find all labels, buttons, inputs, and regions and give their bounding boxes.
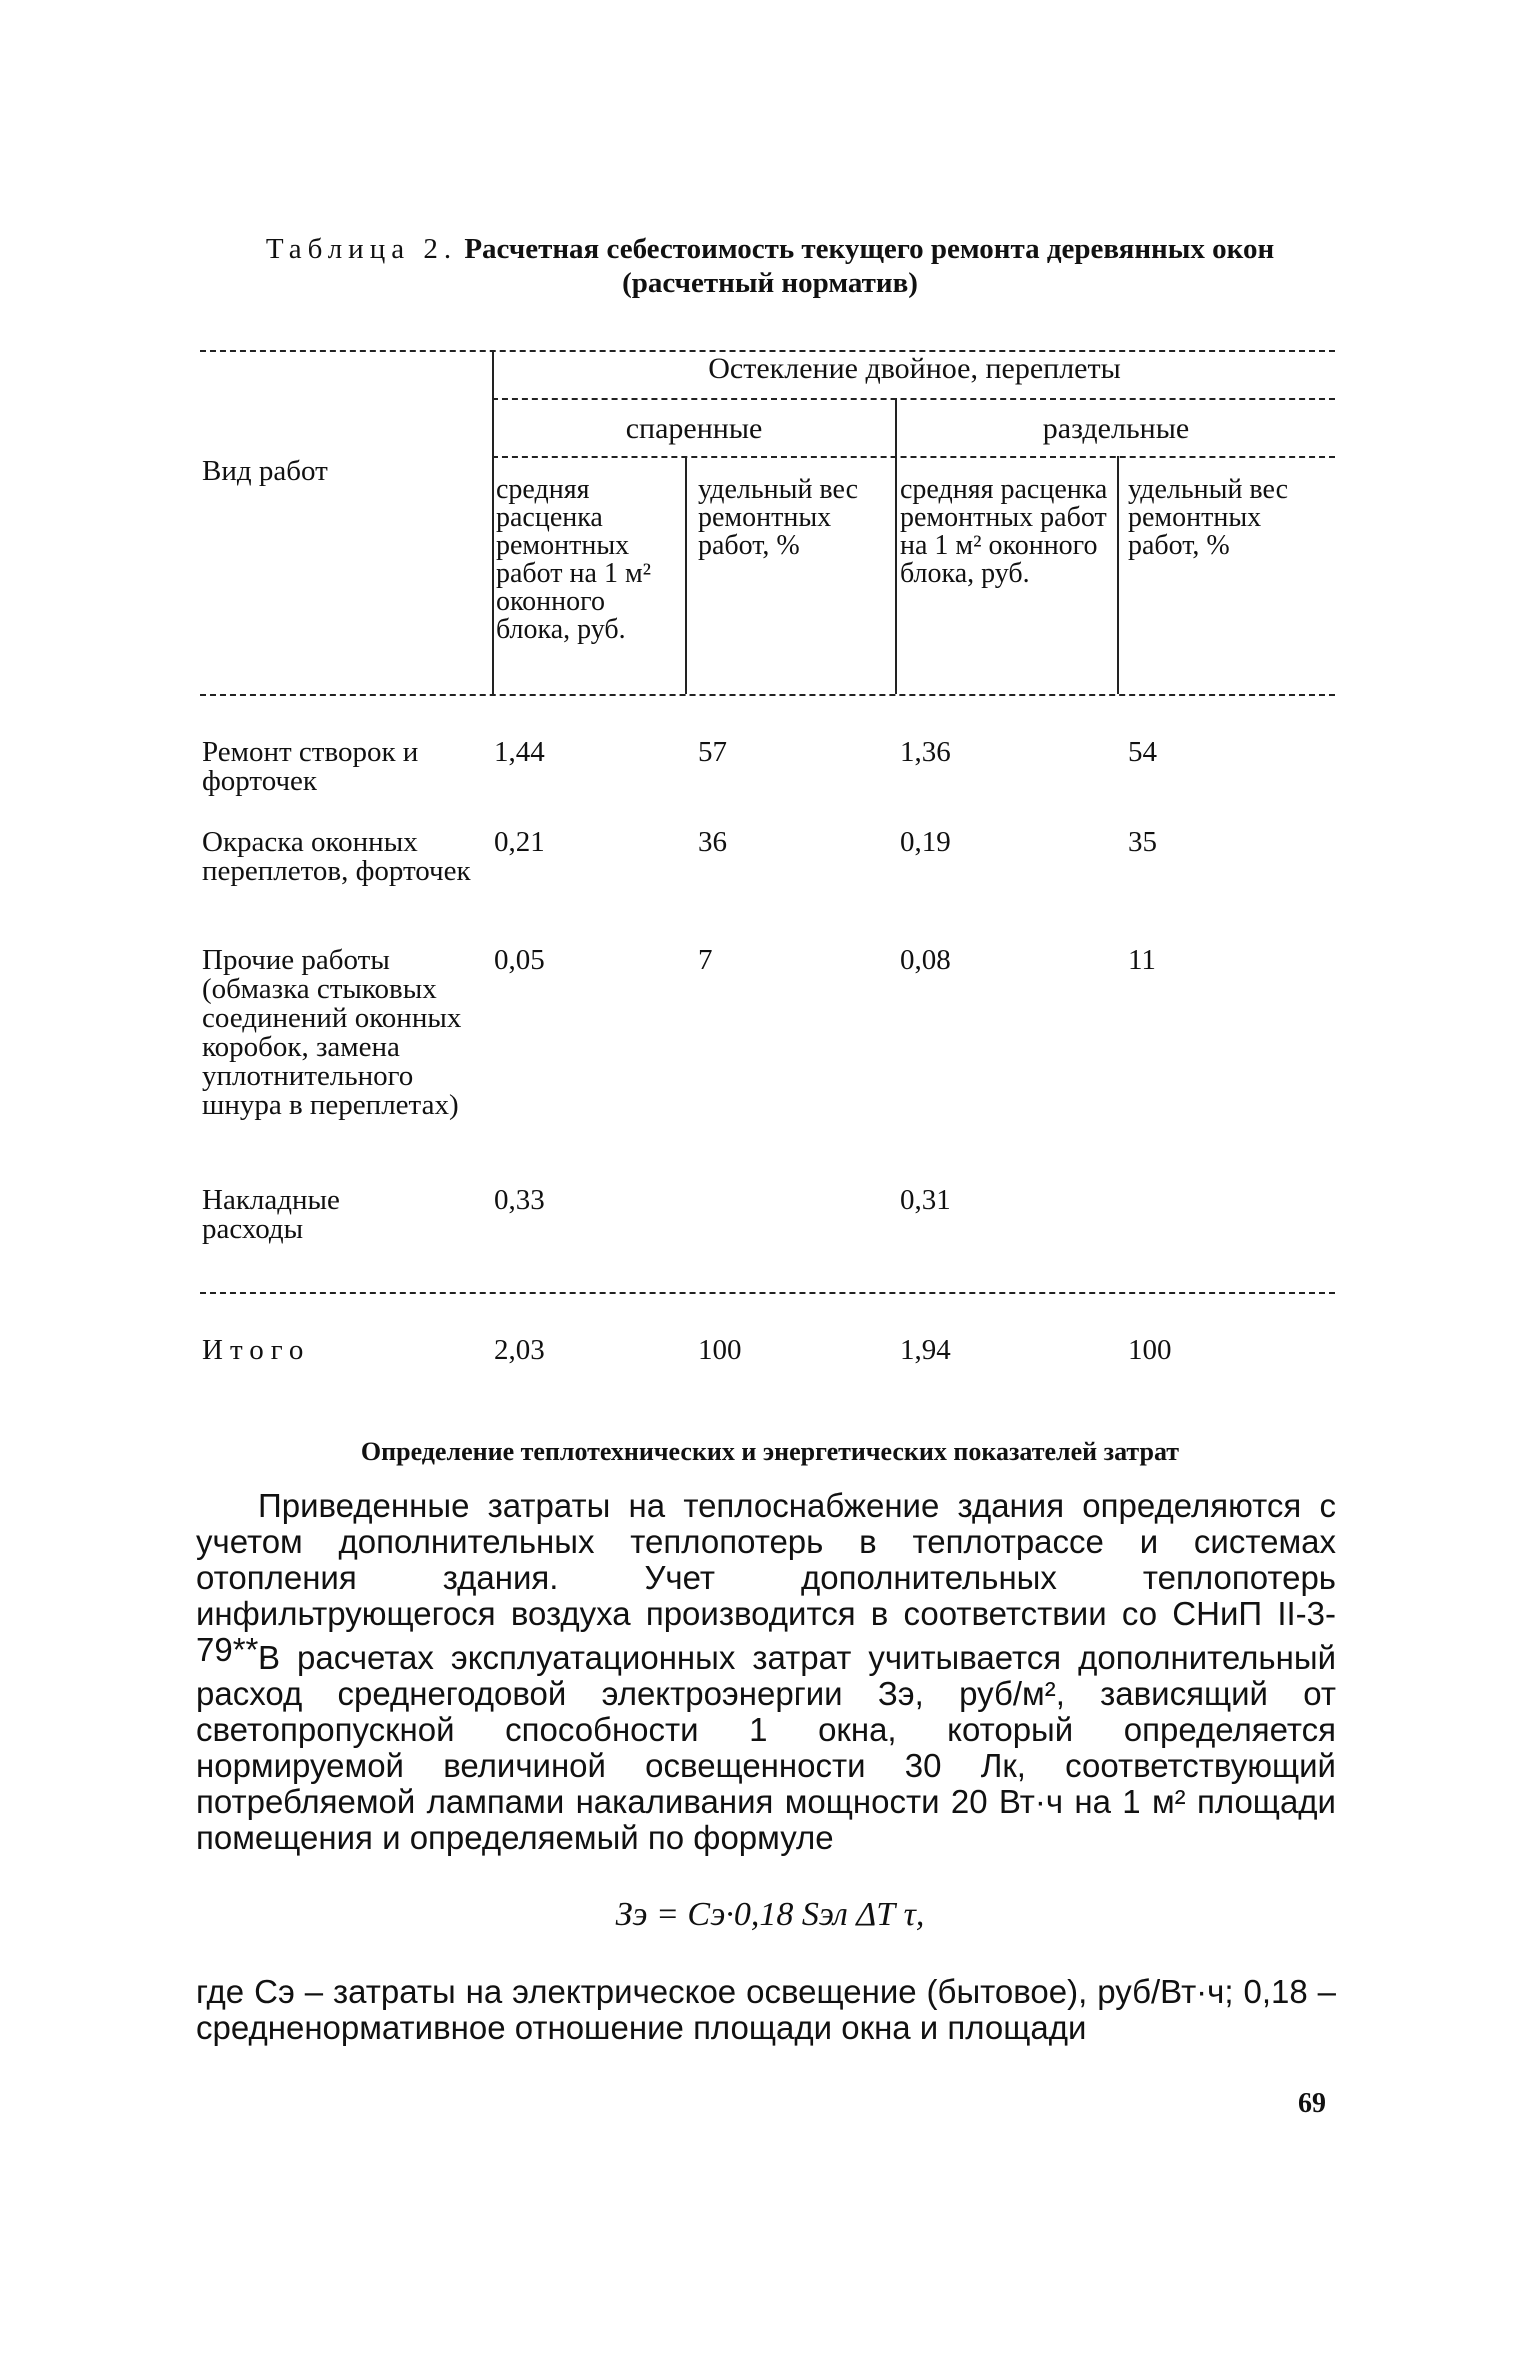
row-3-value-4: 11 bbox=[1128, 944, 1156, 976]
vline-col2 bbox=[685, 456, 687, 694]
header-bottom-rule bbox=[200, 694, 1335, 696]
row-4-value-1: 0,33 bbox=[494, 1184, 545, 1216]
row-1-label: Ремонт створок и форточек bbox=[202, 736, 419, 797]
row-2-value-4: 35 bbox=[1128, 826, 1157, 858]
row-4-value-3: 0,31 bbox=[900, 1184, 951, 1216]
paragraph-1: Приведенные затраты на теплоснабжение здания определяются с учетом дополнительных теплопотерь в теплотрассе и системах отопления здания. Учет дополнительных теплопотерь инфильтрующегося воздуха производится в соответствии со СНиП II-3-79**. bbox=[196, 1487, 1336, 1668]
row-2-value-3: 0,19 bbox=[900, 826, 951, 858]
sub-header-paired: спаренные bbox=[625, 412, 763, 445]
total-value-2: 100 bbox=[698, 1334, 742, 1366]
row-1-value-2: 57 bbox=[698, 736, 727, 768]
sub-header-separate: раздельные bbox=[1042, 412, 1190, 445]
row-1-value-3: 1,36 bbox=[900, 736, 951, 768]
row-3-label: Прочие работы (обмазка стыковых соединений оконных коробок, замена уплотнительного шнура в переплетах) bbox=[202, 944, 462, 1121]
row-1-value-4: 54 bbox=[1128, 736, 1157, 768]
col-header-3: средняя расценка ремонтных работ на 1 м² оконного блока, руб. bbox=[900, 474, 1108, 589]
row-2-value-2: 36 bbox=[698, 826, 727, 858]
paragraph-3: где Сэ – затраты на электрическое освещение (бытовое), руб/Вт·ч; 0,18 – средненормативное отношение площади окна и площади bbox=[196, 1973, 1336, 2046]
total-label: Итого bbox=[202, 1334, 311, 1366]
total-rule bbox=[200, 1292, 1335, 1294]
row-2-label: Окраска оконных переплетов, форточек bbox=[202, 826, 471, 887]
section-title: Определение теплотехнических и энергетических показателей затрат bbox=[360, 1437, 1180, 1466]
formula: Зэ = Сэ·0,18 Sэл ΔТ τ, bbox=[615, 1896, 925, 1933]
table-caption-lead: Таблица 2. bbox=[265, 233, 458, 265]
row-3-value-1: 0,05 bbox=[494, 944, 545, 976]
row-3-value-3: 0,08 bbox=[900, 944, 951, 976]
vline-work bbox=[492, 350, 494, 694]
row-4-label: Накладные расходы bbox=[202, 1184, 340, 1245]
group-rule bbox=[492, 398, 1335, 400]
vline-col4 bbox=[1117, 456, 1119, 694]
row-1-value-1: 1,44 bbox=[494, 736, 545, 768]
group-header: Остекление двойное, переплеты bbox=[708, 352, 1121, 385]
total-value-4: 100 bbox=[1128, 1334, 1172, 1366]
table-caption bbox=[200, 232, 1340, 300]
total-value-1: 2,03 bbox=[494, 1334, 545, 1366]
row-2-value-1: 0,21 bbox=[494, 826, 545, 858]
col-header-4: удельный вес ремонтных работ, % bbox=[1128, 474, 1289, 561]
col-header-1: средняя расценка ремонтных работ на 1 м² оконного блока, руб. bbox=[496, 474, 652, 645]
page-number: 69 bbox=[1298, 2088, 1326, 2119]
col-header-work-type: Вид работ bbox=[202, 455, 328, 487]
total-value-3: 1,94 bbox=[900, 1334, 951, 1366]
col-header-2: удельный вес ремонтных работ, % bbox=[698, 474, 859, 561]
paragraph-2: В расчетах эксплуатационных затрат учитывается дополнительный расход среднегодовой электроэнергии Зэ, руб/м², зависящий от светопропускной способности 1 окна, который определяется нормируемой величиной освещенности 30 Лк, соответствующий потребляемой лампами накаливания мощности 20 Вт·ч на 1 м² площади помещения и определяемый по формуле bbox=[196, 1639, 1336, 1856]
table-caption-title: Расчетная себестоимость текущего ремонта деревянных окон (расчетный норматив) bbox=[464, 233, 1275, 299]
row-3-value-2: 7 bbox=[698, 944, 713, 976]
subgroup-rule bbox=[492, 456, 1335, 458]
